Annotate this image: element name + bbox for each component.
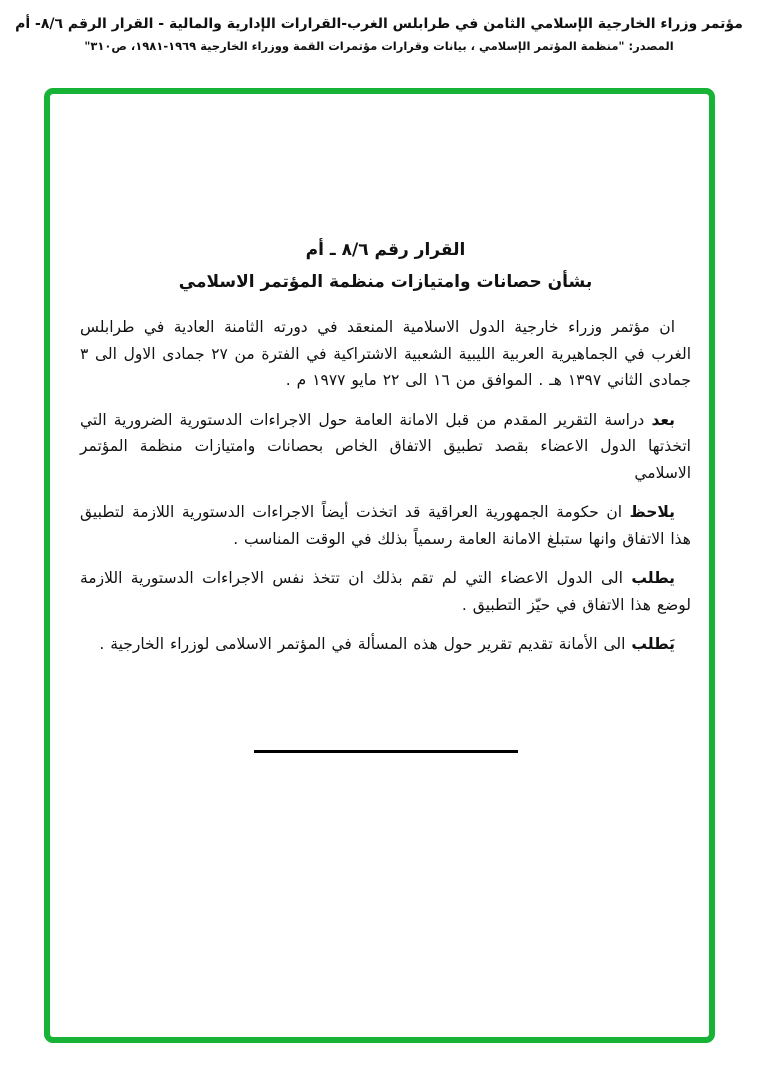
body-paragraph-requests-secretariat [80,631,691,658]
paragraph-text: ان حكومة الجمهورية العراقية قد اتخذت أيضاً الاجراءات الدستورية اللازمة لتطبيق هذا الاتفاق وانها ستبلغ الامانة العامة رسمياً بذلك في الوقت المناسب . [80,503,691,548]
body-paragraph-requests-members [80,565,691,618]
page-header [0,16,758,53]
paragraph-lead-word: يطلب [631,569,675,587]
paragraph-lead-word: يَطلب [631,635,675,653]
body-paragraph-preamble [80,314,691,394]
resolution-subject-title: بشأن حصانات وامتيازات منظمة المؤتمر الاسلامي [178,272,593,292]
paragraph-text: دراسة التقرير المقدم من قبل الامانة العامة حول الاجراءات الدستورية الضرورية التي اتخذتها الدول الاعضاء بقصد تطبيق الاتفاق الخاص بحصانات وامتيازات منظمة المؤتمر الاسلامي [80,410,691,482]
resolution-number-title: القرار رقم ٨/٦ ـ أم [305,240,466,260]
paragraph-text: الى الأمانة تقديم تقرير حول هذه المسألة في المؤتمر الاسلامى لوزراء الخارجية . [99,635,632,653]
paragraph-lead-word: بعد [651,410,675,429]
document-body [50,94,709,1037]
divider-line [254,750,518,753]
paragraph-text: الى الدول الاعضاء التي لم تقم بذلك ان تتخذ نفس الاجراءات الدستورية اللازمة لوضع هذا الاتفاق في حيّز التطبيق . [80,569,691,614]
header-citation-line: مؤتمر وزراء الخارجية الإسلامي الثامن في طرابلس الغرب-القرارات الإدارية والمالية - القرار الرقم ٨/٦- أم [15,16,743,32]
paragraph-text: ان مؤتمر وزراء خارجية الدول الاسلامية المنعقد في دورته الثامنة العادية في طرابلس الغرب في الجماهيرية العربية الليبية الشعبية الاشتراكية في الفترة من ٢٧ جمادى الاول الى ٣ جمادى الثاني ١٣٩٧ هـ . الموافق من ١٦ الى ٢٢ مايو ١٩٧٧ م . [80,318,691,389]
body-paragraph-notes [80,499,691,552]
paragraph-lead-word: يلاحظ [629,503,675,521]
green-border-frame [44,88,715,1043]
body-paragraph-after-study [80,407,691,487]
header-source-line: المصدر: "منظمة المؤتمر الإسلامي ، بيانات وقرارات مؤتمرات القمة ووزراء الخارجية ١٩٦٩-١٩٨١، ص٣١٠" [84,39,674,53]
